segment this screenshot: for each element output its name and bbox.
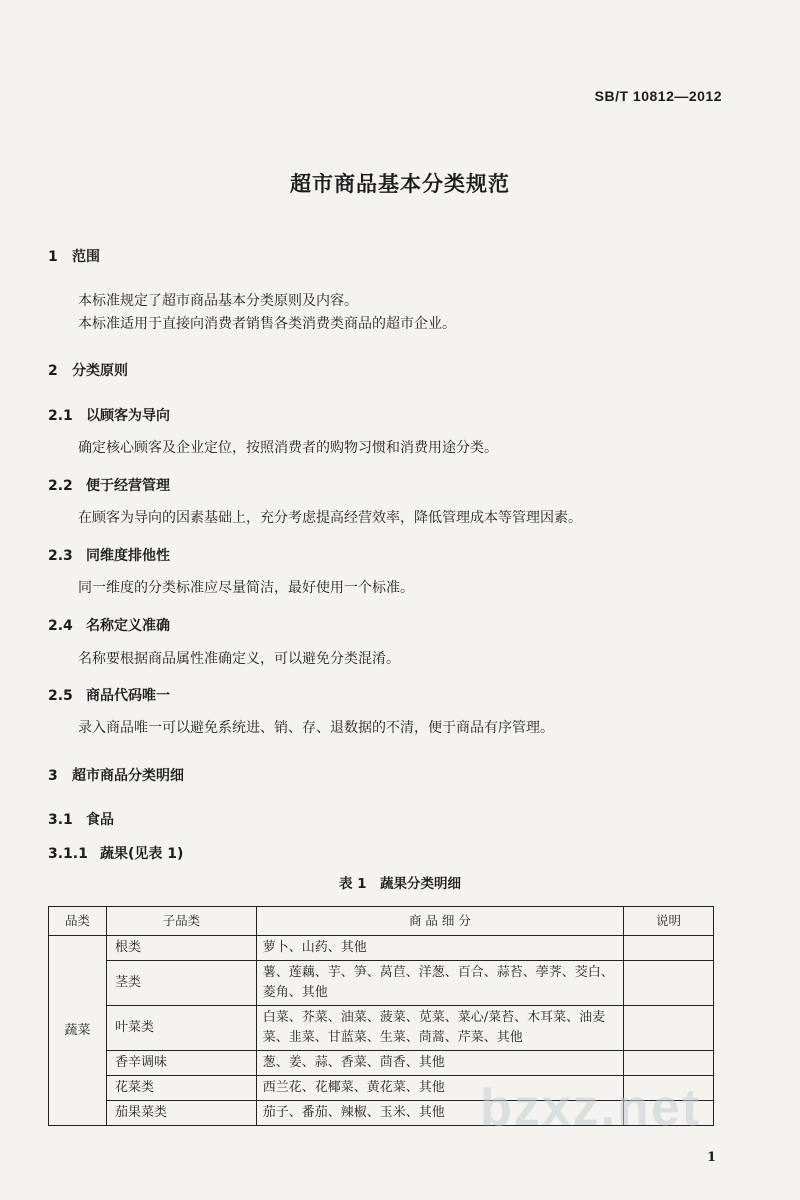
table-caption: 表 1 蔬果分类明细 <box>338 876 462 892</box>
subsection-2-5-heading <box>48 685 170 705</box>
section-3-heading <box>48 765 184 785</box>
paragraph: 本标准规定了超市商品基本分类原则及内容。 <box>78 293 358 309</box>
watermark: bzxz.net <box>480 1079 702 1137</box>
subsection-number: 2.2 <box>48 478 73 494</box>
subsection-number: 3.1.1 <box>48 846 88 862</box>
detail-cell: 萝卜、山药、其他 <box>256 936 623 961</box>
subsection-title: 同维度排他性 <box>86 548 170 564</box>
paragraph: 确定核心顾客及企业定位，按照消费者的购物习惯和消费用途分类。 <box>78 440 498 456</box>
section-title: 超市商品分类明细 <box>72 768 184 784</box>
detail-cell: 西兰花、花椰菜、黄花菜、其他 <box>256 1076 623 1101</box>
detail-cell: 白菜、芥菜、油菜、菠菜、苋菜、菜心/菜苔、木耳菜、油麦菜、韭菜、甘蓝菜、生菜、茼蒿、芹菜、其他 <box>256 1006 623 1051</box>
table-row <box>49 961 714 1006</box>
subcategory-cell: 花菜类 <box>106 1076 256 1101</box>
paragraph: 名称要根据商品属性准确定义，可以避免分类混淆。 <box>78 651 400 667</box>
detail-cell: 茄子、番茄、辣椒、玉米、其他 <box>256 1101 623 1126</box>
paragraph: 在顾客为导向的因素基础上，充分考虑提高经营效率，降低管理成本等管理因素。 <box>78 510 582 526</box>
note-cell <box>624 961 714 1006</box>
table-header-row <box>49 907 714 936</box>
subsection-2-3-heading <box>48 545 170 565</box>
subsection-title: 名称定义准确 <box>86 618 170 634</box>
paragraph: 同一维度的分类标准应尽量简洁，最好使用一个标准。 <box>78 580 414 596</box>
note-cell <box>624 936 714 961</box>
subsection-3-1-1-heading <box>48 843 183 863</box>
subsection-number: 2.4 <box>48 618 73 634</box>
header-subcategory: 子品类 <box>106 907 256 936</box>
subsection-title: 食品 <box>86 812 114 828</box>
subsection-title: 便于经营管理 <box>86 478 170 494</box>
section-title: 分类原则 <box>72 363 128 379</box>
subsection-2-4-heading <box>48 615 170 635</box>
subsection-title: 蔬果(见表 1) <box>100 846 184 862</box>
paragraph: 本标准适用于直接向消费者销售各类消费类商品的超市企业。 <box>78 316 456 332</box>
table-row <box>49 1051 714 1076</box>
subsection-2-2-heading <box>48 475 170 495</box>
section-title: 范围 <box>72 249 100 265</box>
subcategory-cell: 香辛调味 <box>106 1051 256 1076</box>
category-cell: 蔬菜 <box>49 936 107 1126</box>
subsection-title: 以顾客为导向 <box>86 408 170 424</box>
section-2-heading <box>48 360 128 380</box>
detail-cell: 薯、莲藕、芋、笋、莴苣、洋葱、百合、蒜苔、荸荠、茭白、菱角、其他 <box>256 961 623 1006</box>
header-note: 说明 <box>624 907 714 936</box>
page-number: 1 <box>706 1150 716 1165</box>
subcategory-cell: 根类 <box>106 936 256 961</box>
section-number: 2 <box>48 363 58 379</box>
subcategory-cell: 茎类 <box>106 961 256 1006</box>
subsection-number: 3.1 <box>48 812 73 828</box>
section-number: 3 <box>48 768 58 784</box>
subcategory-cell: 茄果菜类 <box>106 1101 256 1126</box>
table-row <box>49 936 714 961</box>
subsection-number: 2.1 <box>48 408 73 424</box>
table-row <box>49 1006 714 1051</box>
paragraph: 录入商品唯一可以避免系统进、销、存、退数据的不清，便于商品有序管理。 <box>78 720 554 736</box>
header-detail: 商 品 细 分 <box>256 907 623 936</box>
subsection-2-1-heading <box>48 405 170 425</box>
subsection-3-1-heading <box>48 809 114 829</box>
note-cell <box>624 1006 714 1051</box>
header-category: 品类 <box>49 907 107 936</box>
subsection-title: 商品代码唯一 <box>86 688 170 704</box>
standard-code: SB/T 10812—2012 <box>594 88 722 104</box>
detail-cell: 葱、姜、蒜、香菜、茴香、其他 <box>256 1051 623 1076</box>
document-title: 超市商品基本分类规范 <box>290 172 510 196</box>
note-cell <box>624 1051 714 1076</box>
subcategory-cell: 叶菜类 <box>106 1006 256 1051</box>
subsection-number: 2.3 <box>48 548 73 564</box>
section-1-heading <box>48 246 100 266</box>
subsection-number: 2.5 <box>48 688 73 704</box>
section-number: 1 <box>48 249 58 265</box>
